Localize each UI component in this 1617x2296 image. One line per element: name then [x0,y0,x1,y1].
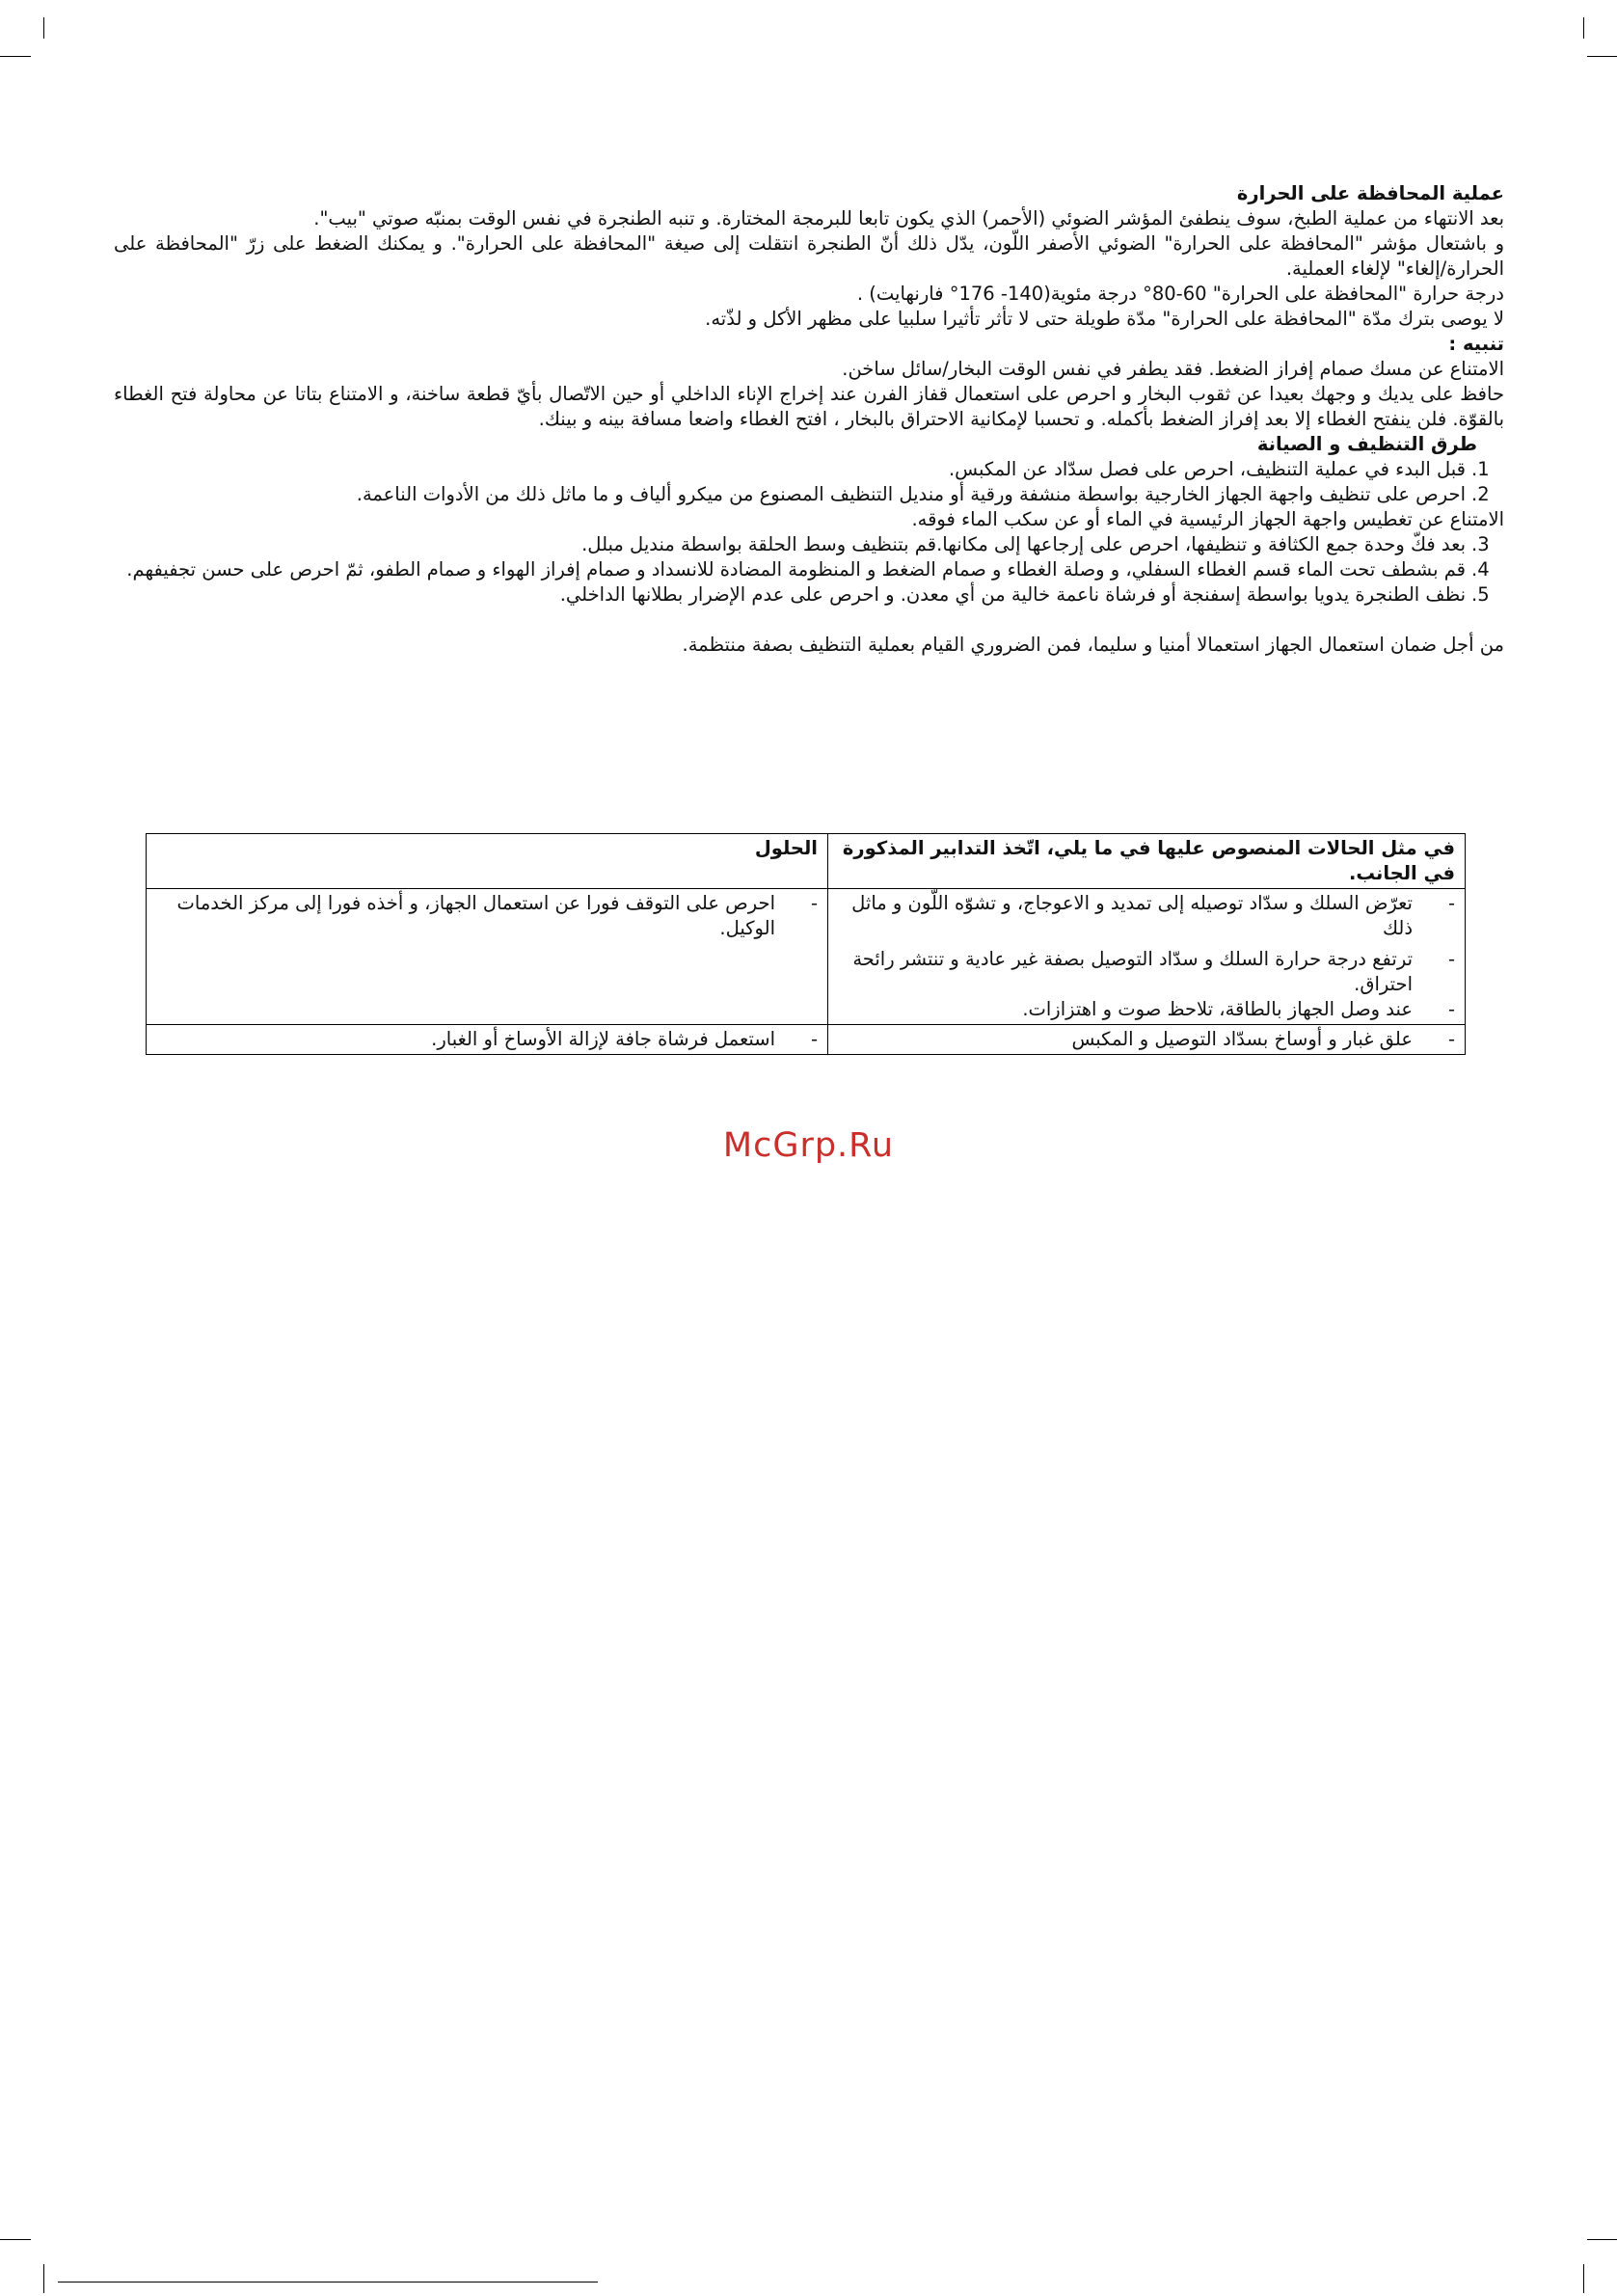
crop-mark-bottom-right-h [1587,2239,1617,2240]
dash-bullet: - [1447,998,1455,1020]
case-item [838,1027,1455,1052]
keep-warm-section [114,181,1504,332]
crop-mark-top-right-v [1583,17,1584,39]
cleaning-item-number: .5 [1471,583,1490,606]
dash-bullet: - [1447,948,1455,970]
cleaning-item-number: .3 [1471,533,1490,555]
cleaning-item-text: احرص على تنظيف واجهة الجهاز الخارجية بواسطة منشفة ورقية أو منديل التنظيف المصنوع من ميكرو ألياف و ما ماثل ذلك من الأدوات الناعمة. [356,483,1466,505]
table-row [147,889,1466,1025]
dash-bullet: - [1447,1028,1455,1050]
cleaning-item [114,582,1504,608]
crop-mark-bottom-right-v [1583,2264,1584,2293]
dash-bullet: - [810,1028,818,1050]
case-text: تعرّض السلك و سدّاد توصيله إلى تمديد و الاعوجاج، و تشوّه اللّون و ماثل ذلك [851,892,1413,939]
case-text: ترتفع درجة حرارة السلك و سدّاد التوصيل بصفة غير عادية و تنتشر رائحة احتراق. [852,948,1413,995]
keep-warm-line-3: درجة حرارة "المحافظة على الحرارة" 60-80° درجة مئوية(140- 176° فارنهايت) . [856,283,1504,305]
cleaning-item [114,457,1504,482]
cleaning-item-number: .4 [1471,558,1490,581]
solution-text: احرص على التوقف فورا عن استعمال الجهاز، و أخذه فورا إلى مركز الخدمات الوكيل. [176,892,775,939]
table-header-row [147,834,1466,889]
cleaning-item-text: قبل البدء في عملية التنظيف، احرص على فصل سدّاد عن المكبس. [948,458,1466,480]
cleaning-item [114,482,1504,507]
cleaning-closing: من أجل ضمان استعمال الجهاز استعمالا أمنيا و سليما، فمن الضروري القيام بعملية التنظيف بصفة منتظمة. [682,634,1504,656]
cleaning-section [114,432,1504,658]
crop-mark-bottom-left-h [0,2239,31,2240]
case-item [838,891,1455,941]
crop-mark-top-left-v [43,17,44,39]
crop-mark-top-left-h [0,56,31,57]
case-item [838,947,1455,997]
cases-header: في مثل الحالات المنصوص عليها في ما يلي، اتّخذ التدابير المذكورة في الجانب. [828,834,1466,889]
dash-bullet: - [1447,892,1455,914]
crop-mark-top-right-h [1587,56,1617,57]
watermark: McGrp.Ru [722,1126,895,1165]
keep-warm-line-1: بعد الانتهاء من عملية الطبخ، سوف ينطفئ المؤشر الضوئي (الأحمر) الذي يكون تابعا للبرمجة المختارة. و تنبه الطنجرة في نفس الوقت بمنبّه صوتي "بيب". [313,207,1504,230]
keep-warm-title: عملية المحافظة على الحرارة [1236,182,1504,204]
case-item [838,997,1455,1022]
solution-item [156,1027,818,1052]
cleaning-item-text: بعد فكّ وحدة جمع الكثافة و تنظيفها، احرص على إرجاعها إلى مكانها.قم بتنظيف وسط الحلقة بواسطة منديل مبلل. [581,533,1466,555]
cases-cell [828,889,1466,1025]
dash-bullet: - [810,892,818,914]
table-row [147,1025,1466,1055]
cleaning-item-number: .1 [1471,458,1490,480]
cases-cell [828,1025,1466,1055]
cleaning-title: طرق التنظيف و الصيانة [1256,433,1477,455]
solution-text: استعمل فرشاة جافة لإزالة الأوساخ أو الغبار. [431,1028,775,1050]
cleaning-item-text: نظف الطنجرة يدويا بواسطة إسفنجة أو فرشاة ناعمة خالية من أي معدن. و احرص على عدم الإضرار بطلانها الداخلي. [559,583,1466,606]
troubleshooting-table [146,833,1466,1055]
document-body [114,181,1504,658]
solution-item [156,891,818,941]
warning-line-2: حافظ على يديك و وجهك بعيدا عن ثقوب البخار و احرص على استعمال قفاز الفرن عند إخراج الإناء الداخلي أو حين الاتّصال بأيّ قطعة ساخنة، و الامتناع بتاتا عن محاولة فتح الغطاء بالقوّة. فلن ينفتح الغطاء إلا بعد إفراز الضغط بأكمله. و تحسبا لإمكانية الاحتراق بالبخار ، افتح الغطاء واضعا مسافة بينه و بينك. [114,383,1504,430]
keep-warm-line-2: و باشتعال مؤشر "المحافظة على الحرارة" الضوئي الأصفر اللّون، يدّل ذلك أنّ الطنجرة انتقلت إلى صيغة "المحافظة على الحرارة". و يمكنك الضغط على زرّ "المحافظة على الحرارة/إلغاء" لإلغاء العملية. [114,232,1504,280]
warning-line-1: الامتناع عن مسك صمام إفراز الضغط. فقد يطفر في نفس الوقت البخار/سائل ساخن. [842,358,1504,380]
cleaning-item-text: قم بشطف تحت الماء قسم الغطاء السفلي، و وصلة الغطاء و صمام الضغط و المنظومة المضادة للانسداد و صمام إفراز الهواء و صمام الطفو، ثمّ احرص على حسن تجفيفهم. [126,558,1466,581]
keep-warm-line-4: لا يوصى بترك مدّة "المحافظة على الحرارة" مدّة طويلة حتى لا تأثر تأثيرا سلبيا على مظهر الأكل و لذّته. [705,308,1504,330]
crop-mark-bottom-left-v [43,2264,44,2293]
solution-cell [147,889,828,1025]
spacer [114,608,1504,633]
cleaning-note: الامتناع عن تغطيس واجهة الجهاز الرئيسية في الماء أو عن سكب الماء فوقه. [911,508,1504,530]
case-text: علق غبار و أوساخ بسدّاد التوصيل و المكبس [1071,1028,1413,1050]
solution-cell [147,1025,828,1055]
warning-title: تنبيه : [1448,333,1504,355]
solutions-header: الحلول [147,834,828,889]
warning-section [114,332,1504,432]
cleaning-item-number: .2 [1471,483,1490,505]
cleaning-item [114,557,1504,582]
cleaning-item [114,532,1504,557]
case-text: عند وصل الجهاز بالطاقة، تلاحظ صوت و اهتزازات. [1022,998,1413,1020]
